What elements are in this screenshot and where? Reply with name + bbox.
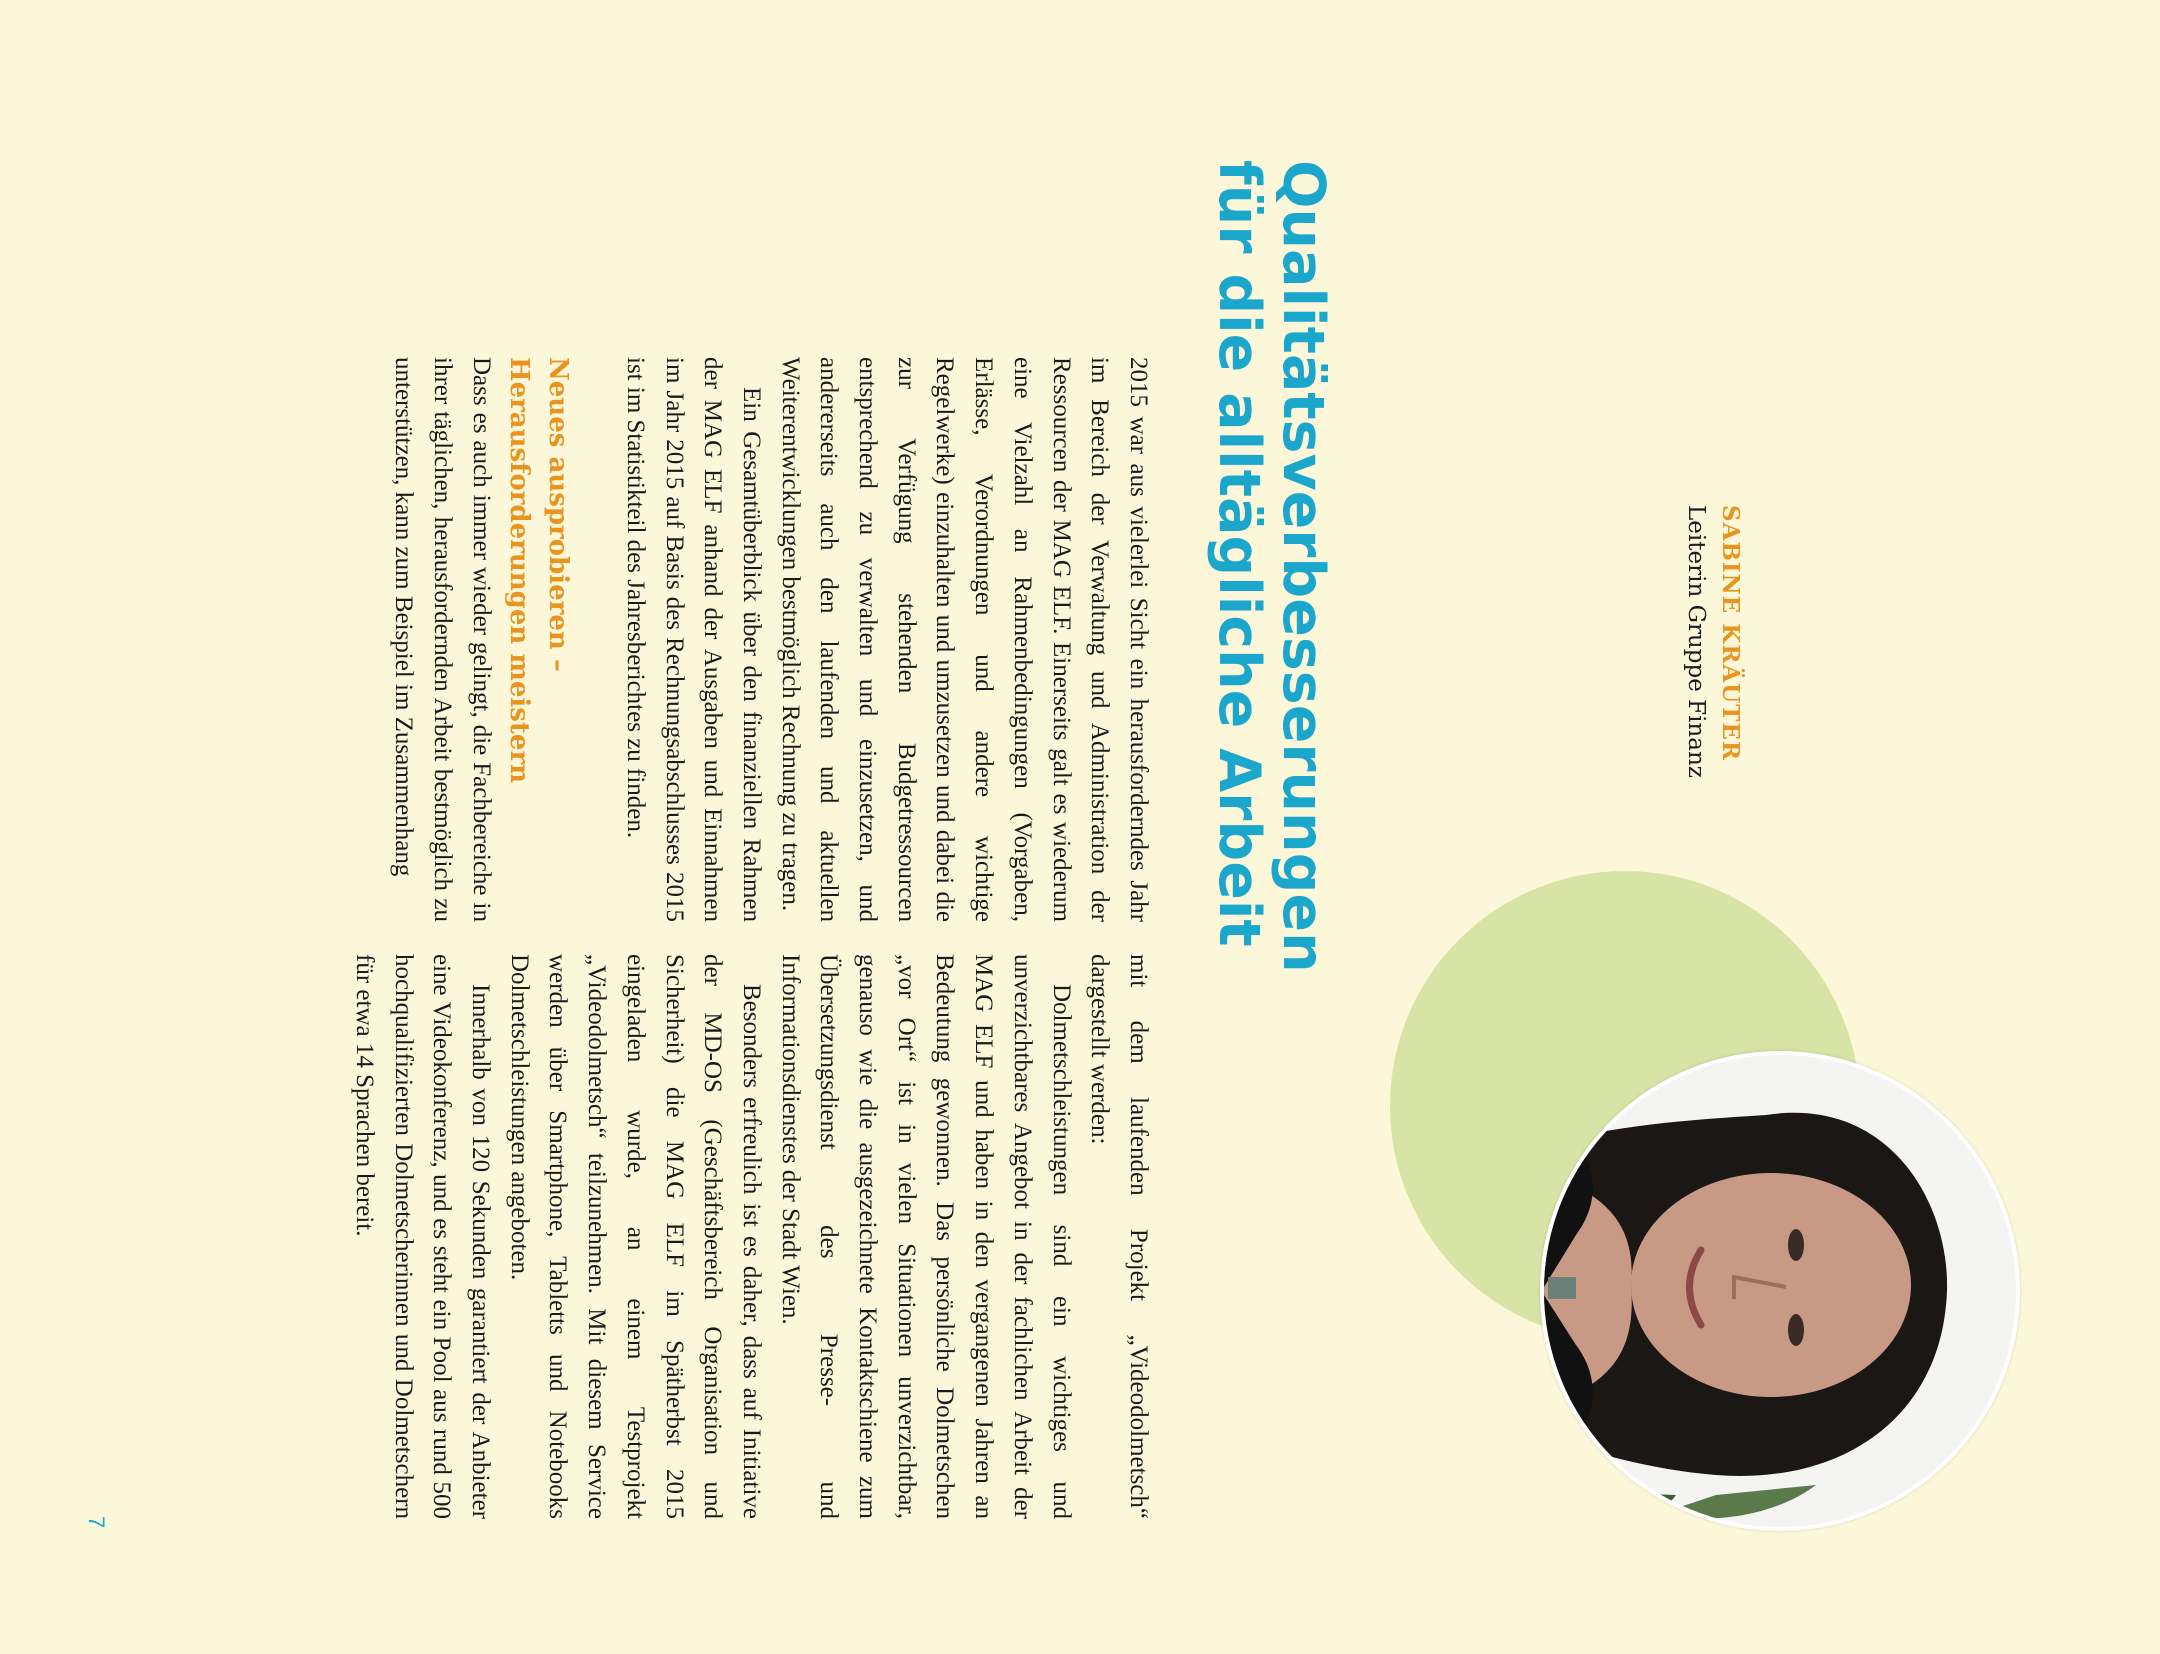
paragraph: Innerhalb von 120 Sekunden garantiert der Anbieter eine Videokonferenz, und es steht ein Pool aus rund 500 hochqualifizierten Dolmetscherinnen und Dolmetschern für etwa 14 Sprachen bereit. bbox=[350, 954, 495, 1519]
title-line-2: für die alltägliche Arbeit bbox=[1206, 160, 1272, 947]
text-column-1 bbox=[384, 357, 1157, 922]
section-subheading: Neues ausprobieren – Herausforderungen meistern bbox=[504, 357, 574, 784]
page-number: 7 bbox=[84, 1516, 109, 1529]
text-column-2 bbox=[344, 954, 1157, 1519]
paragraph: Besonders erfreulich ist es daher, dass auf Initiative der MD-OS (Geschäftsbereich Organisation und Sicherheit) die MAG ELF im Spätherbst 2015 eingeladen wurde, an einem Testprojekt „Videodolmetsch“ teilzunehmen. Mit diesem Service werden über Smartphone, Tabletts und Notebooks Dolmetschleistungen angeboten. bbox=[505, 954, 765, 1519]
paragraph: 2015 war aus vielerlei Sicht ein herausforderndes Jahr im Bereich der Verwaltung und Administration der Ressourcen der MAG ELF. Einerseits galt es wiederum eine Vielzahl an Rahmenbedingungen (Vorgaben, Erlässe, Verordnungen und andere wichtige Regelwerke) einzuhalten und umzusetzen und dabei die zur Verfügung stehenden Budgetressourcen entsprechend zu verwalten und einzusetzen, und andererseits auch den laufenden und aktuellen Weiterentwicklungen bestmöglich Rechnung zu tragen. bbox=[776, 357, 1152, 922]
portrait-illustration bbox=[1544, 1055, 2016, 1527]
paragraph: Ein Gesamtüberblick über den finanziellen Rahmen der MAG ELF anhand der Ausgaben und Einnahmen im Jahr 2015 auf Basis des Rechnungsabschlusses 2015 ist im Statistikteil des Jahresberichtes zu finden. bbox=[621, 357, 765, 922]
paragraph: Dolmetschleistungen sind ein wichtiges und unverzichtbares Angebot in der fachlichen Arbeit der MAG ELF und haben in den vergangenen Jahren an Bedeutung gewonnen. Das persönliche Dolmetschen „vor Ort“ ist in vielen Situationen unverzichtbar, genauso wie die ausgezeichnete Kontaktschiene zum Übersetzungsdienst des Presse- und Informationsdienstes der Stadt Wien. bbox=[776, 954, 1075, 1519]
author-role: Leiterin Gruppe Finanz bbox=[1683, 505, 1709, 778]
paragraph: mit dem laufenden Projekt „Videodolmetsch“ dargestellt werden: bbox=[1086, 954, 1152, 1519]
author-name: SABINE KRÄUTER bbox=[1717, 505, 1744, 761]
article-title bbox=[1207, 160, 1335, 1060]
portrait-photo bbox=[1540, 1051, 2020, 1531]
paragraph: Dass es auch immer wieder gelingt, die Fachbereiche in ihrer täglichen, herausfordernden Arbeit bestmöglich zu unterstützen, kann zum Beispiel im Zusammenhang bbox=[390, 357, 495, 922]
title-line-1: Qualitätsverbesserungen bbox=[1270, 160, 1336, 973]
